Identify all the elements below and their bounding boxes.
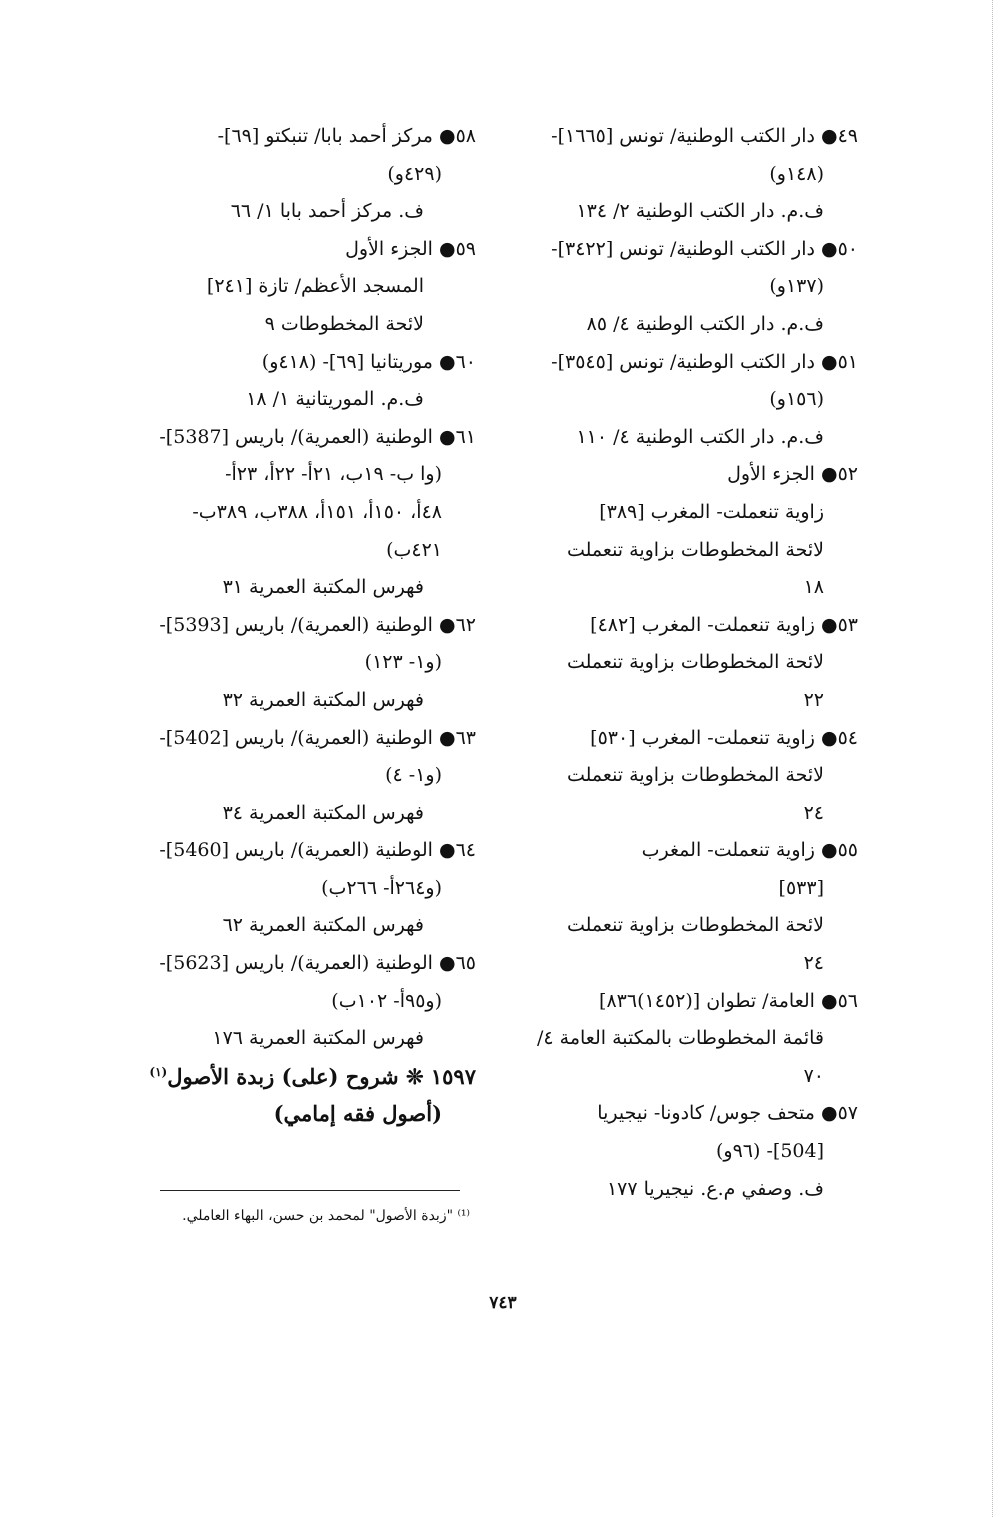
entry-line: ف.م. دار الكتب الوطنية ٢/ ١٣٤ (576, 200, 824, 223)
entry-line: [٥٣٣] (778, 876, 824, 899)
entry-line: لائحة المخطوطات بزاوية تنعملت (566, 914, 824, 937)
entry-line: قائمة المخطوطات بالمكتبة العامة ٤/ (536, 1027, 824, 1050)
entry-line: لائحة المخطوطات بزاوية تنعملت (566, 651, 824, 674)
entry-line: ٥٢● الجزء الأول (727, 463, 858, 486)
footnote: ⁽¹⁾ "زبدة الأصول" لمحمد بن حسن، البهاء العاملي. (182, 1208, 470, 1224)
entry-line: لائحة المخطوطات ٩ (264, 312, 424, 335)
entry-line: لائحة المخطوطات بزاوية تنعملت (566, 764, 824, 787)
entry-line: فهرس المكتبة العمرية ٣١ (222, 576, 424, 599)
entry-line: ٥٩● الجزء الأول (345, 237, 476, 260)
entry-line: ف.م. دار الكتب الوطنية ٤/ ٨٥ (586, 312, 824, 335)
entry-line: ٥٨● مركز أحمد بابا/ تنبكتو [٦٩]- (217, 125, 476, 147)
entry-line: ٥٦● العامة/ تطوان [(١٤٥٢)٨٣٦] (599, 989, 858, 1012)
entry-line: فهرس المكتبة العمرية ١٧٦ (212, 1027, 424, 1050)
entry-line: (و٩٥أ- ١٠٢ب) (331, 989, 442, 1012)
entry-line: ٦١● الوطنية (العمرية)/ باريس [5387]- (159, 425, 476, 448)
scan-edge (992, 0, 994, 1517)
left-column (128, 118, 476, 1133)
entry-line: (وا ب- ١٩ب، ٢١أ- ٢٢أ، ٢٣أ- (225, 463, 442, 486)
entry-line: [504]- (٩٦و) (716, 1140, 824, 1163)
entry-line: ٥٥● زاوية تنعملت- المغرب (641, 839, 858, 862)
entry-line: ٦٣● الوطنية (العمرية)/ باريس [5402]- (159, 726, 476, 749)
entry-line: ٤٨أ، ١٥٠أ، ١٥١أ، ٣٨٨ب، ٣٨٩ب- (192, 500, 442, 523)
entry-line: فهرس المكتبة العمرية ٣٤ (222, 801, 424, 824)
entry-line: (و١- ١٢٣) (364, 651, 442, 674)
entry-line: ٢٢ (803, 688, 824, 711)
entry-line: المسجد الأعظم/ تازة [٢٤١] (206, 275, 424, 298)
footnote-rule (160, 1190, 460, 1191)
entry-line: ٦٥● الوطنية (العمرية)/ باريس [5623]- (159, 952, 476, 975)
entry-line: ٥١● دار الكتب الوطنية/ تونس [٣٥٤٥]- (551, 350, 858, 373)
entry-line: ف.م. الموريتانية ١/ ١٨ (246, 388, 424, 411)
entry-line: ف. وصفي م.ع. نيجيريا ١٧٧ (606, 1177, 824, 1200)
entry-line: ف.م. دار الكتب الوطنية ٤/ ١١٠ (576, 425, 824, 448)
entry-line: (١٥٦و) (769, 388, 824, 411)
entry-line: لائحة المخطوطات بزاوية تنعملت (566, 538, 824, 561)
entry-line: فهرس المكتبة العمرية ٦٢ (222, 914, 424, 937)
entry-line: زاوية تنعملت- المغرب [٣٨٩] (599, 500, 824, 523)
entry-line: ٦٠● موريتانيا [٦٩]- (٤١٨و) (261, 350, 476, 373)
entry-line: (و١- ٤) (385, 764, 442, 787)
entry-line: ف. مركز أحمد بابا ١/ ٦٦ (230, 200, 424, 223)
right-column (512, 118, 858, 1208)
entry-line: ٥٧● متحف جوس/ كادونا- نيجيريا (597, 1102, 858, 1125)
entry-line: فهرس المكتبة العمرية ٣٢ (222, 688, 424, 711)
entry-line: ١٨ (803, 576, 824, 599)
entry-line: ٢٤ (803, 952, 824, 975)
footnote-mark: (١) (149, 1064, 168, 1079)
entry-line: ٥٤● زاوية تنعملت- المغرب [٥٣٠] (590, 726, 858, 749)
entry-line: (١٤٨و) (769, 162, 824, 185)
entry-line: ٥٣● زاوية تنعملت- المغرب [٤٨٢] (590, 613, 858, 636)
entry-line: ٧٠ (803, 1064, 824, 1087)
entry-line: ٦٤● الوطنية (العمرية)/ باريس [5460]- (159, 839, 476, 862)
heading-subtitle: (أصول فقه إمامي) (273, 1101, 442, 1127)
entry-line: (و٢٦٤أ- ٢٦٦ب) (321, 876, 442, 899)
page-number: ٧٤٣ (489, 1293, 517, 1313)
left-column-entries (128, 118, 476, 1058)
entry-line: ٤٩● دار الكتب الوطنية/ تونس [١٦٦٥]- (551, 125, 858, 147)
entry-line: (٤٢٩و) (387, 162, 442, 185)
entry-line: (١٣٧و) (769, 275, 824, 298)
heading-entry (128, 1058, 476, 1096)
entry-line: ٢٤ (803, 801, 824, 824)
heading-text: ١٥٩٧ ❊ شروح (على) زبدة الأصول (167, 1063, 476, 1089)
entry-line: ٥٠● دار الكتب الوطنية/ تونس [٣٤٢٢]- (551, 237, 858, 260)
entry-line: ٤٢١ب) (386, 538, 442, 561)
entry-line: ٦٢● الوطنية (العمرية)/ باريس [5393]- (159, 613, 476, 636)
